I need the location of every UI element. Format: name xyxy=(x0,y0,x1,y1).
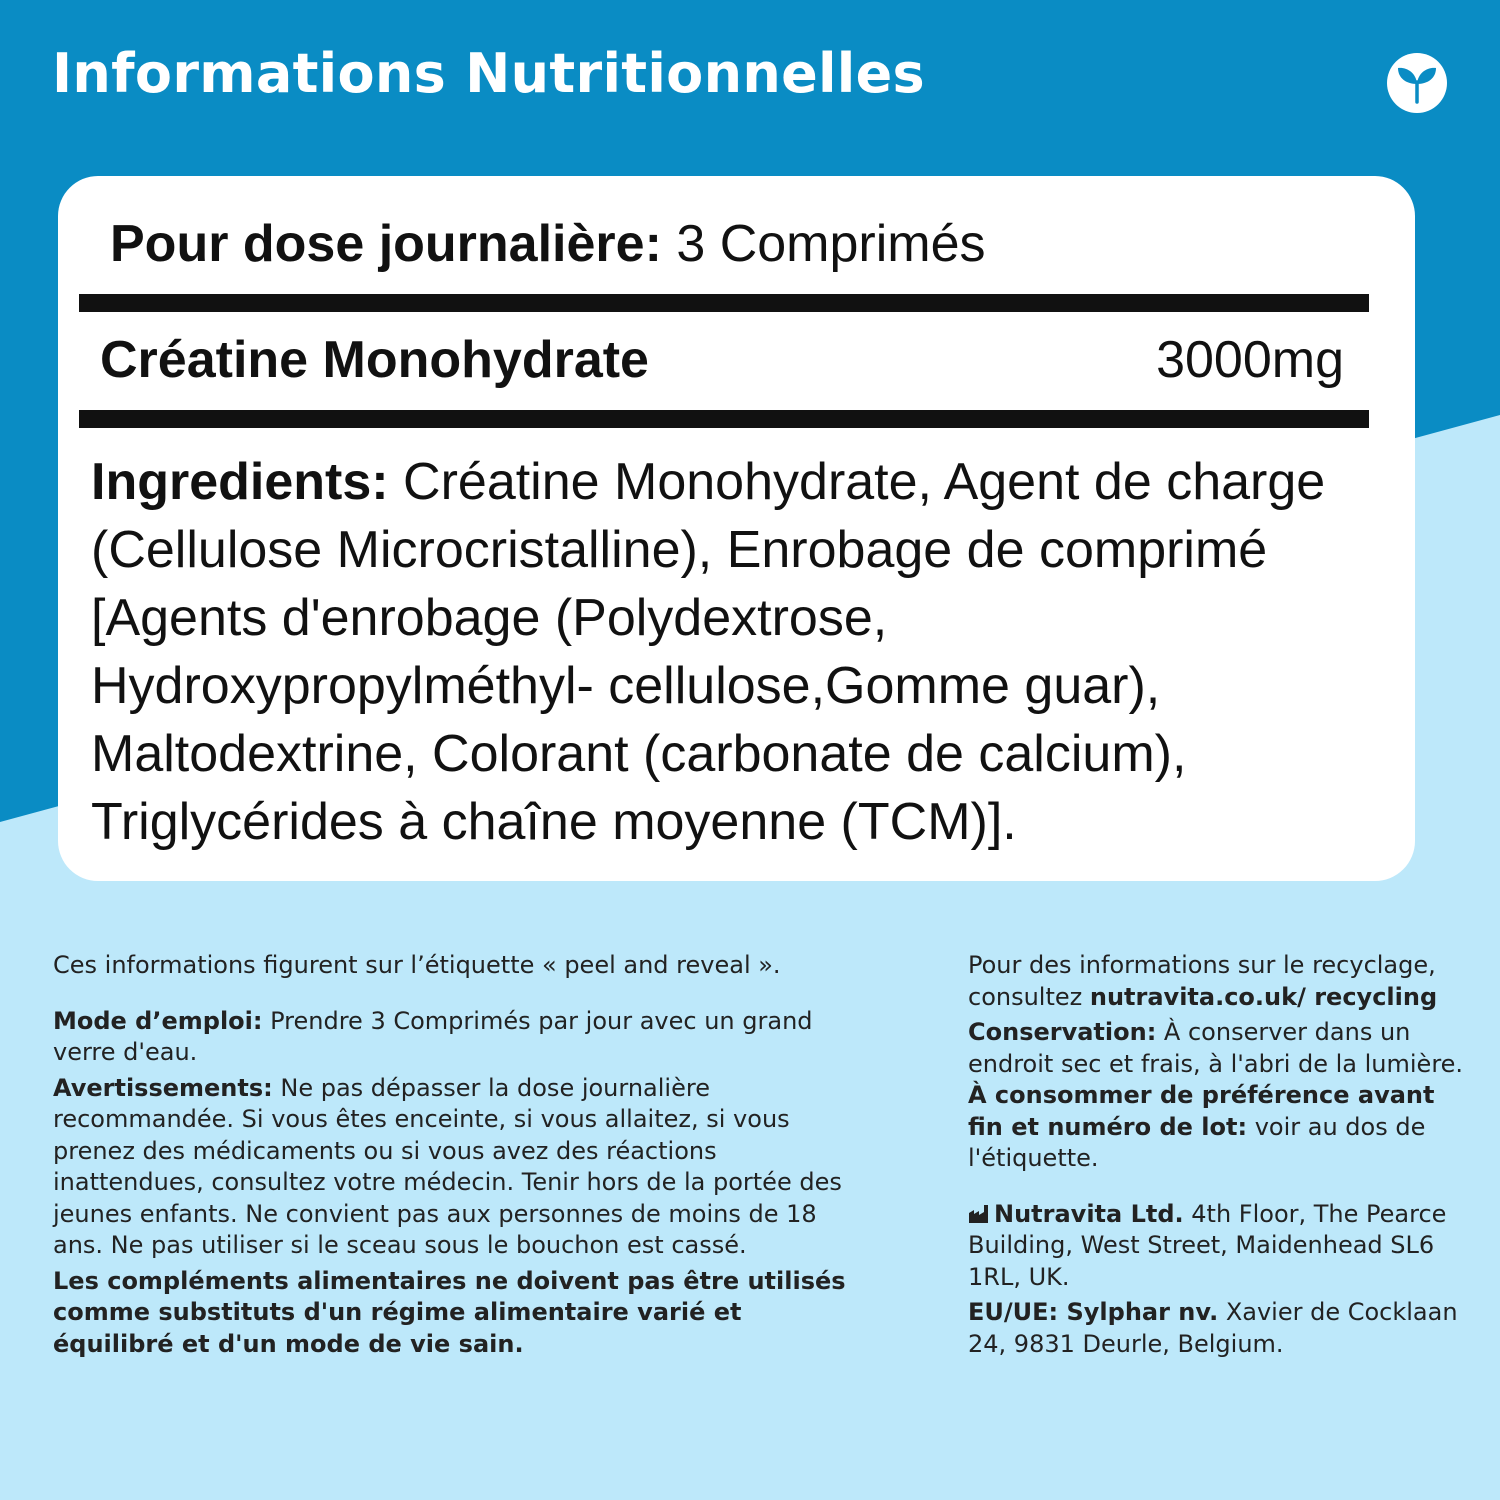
warnings-label: Avertissements: xyxy=(53,1073,273,1102)
divider-top xyxy=(79,294,1369,312)
manufacturer-paragraph xyxy=(968,1199,1468,1294)
nutrient-amount: 3000mg xyxy=(1156,331,1344,389)
ingredients-list: Créatine Monohydrate, Agent de charge (Cellulose Microcristalline), Enrobage de comprimé [Agents d'enrobage (Polydextrose, Hydroxypropylméthyl- cellulose,Gomme guar), Maltodextrine, Colorant (carbonate de calcium), Triglycérides à chaîne moyenne (TCM)]. xyxy=(91,453,1326,851)
manufacturer-address: 4th Floor, The Pearce Building, West Street, Maidenhead SL6 1RL, UK. xyxy=(968,1199,1447,1291)
nutrient-name: Créatine Monohydrate xyxy=(100,331,649,389)
storage-label: Conservation: xyxy=(968,1018,1157,1046)
nutrition-panel xyxy=(58,176,1415,881)
peel-note: Ces informations figurent sur l’étiquette « peel and reveal ». xyxy=(53,951,781,979)
recycling-link[interactable]: nutravita.co.uk/ recycling xyxy=(1089,982,1438,1011)
usage-text: Prendre 3 Comprimés par jour avec un grand verre d'eau. xyxy=(53,1006,813,1066)
eu-paragraph xyxy=(968,1297,1468,1360)
dose-line xyxy=(110,214,986,274)
usage-paragraph xyxy=(53,1006,853,1069)
leaf-icon xyxy=(1386,52,1448,114)
ingredients-text xyxy=(91,448,1366,856)
dose-label: Pour dose journalière: xyxy=(110,215,662,273)
nutrient-row xyxy=(100,328,1344,398)
right-info-column xyxy=(968,950,1468,1360)
supplement-notice: Les compléments alimentaires ne doivent pas être utilisés comme substituts d'un régime alimentaire varié et équilibré et d'un mode de vie sain. xyxy=(53,1266,846,1358)
bestbefore-label: À consommer de préférence avant fin et numéro de lot: xyxy=(968,1081,1435,1141)
bestbefore-text: voir au dos de l'étiquette. xyxy=(968,1112,1426,1172)
storage-text: À conserver dans un endroit sec et frais, à l'abri de la lumière. xyxy=(968,1018,1464,1078)
left-info-column xyxy=(53,950,853,1360)
dose-value: 3 Comprimés xyxy=(661,215,986,273)
recycling-paragraph xyxy=(968,950,1468,1013)
eu-label: EU/UE: Sylphar nv. xyxy=(968,1298,1219,1326)
warnings-paragraph xyxy=(53,1073,853,1262)
ingredients-label: Ingredients: xyxy=(91,453,389,511)
eu-address: Xavier de Cocklaan 24, 9831 Deurle, Belgium. xyxy=(968,1298,1458,1358)
divider-bottom xyxy=(79,410,1369,428)
usage-label: Mode d’emploi: xyxy=(53,1006,263,1035)
recycling-text: Pour des informations sur le recyclage, consultez xyxy=(968,951,1436,1011)
storage-paragraph xyxy=(968,1017,1468,1175)
page-title: Informations Nutritionnelles xyxy=(52,42,925,105)
factory-icon xyxy=(968,1204,990,1224)
manufacturer-name: Nutravita Ltd. xyxy=(994,1199,1184,1228)
warnings-text: Ne pas dépasser la dose journalière recommandée. Si vous êtes enceinte, si vous allaitez, si vous prenez des médicaments ou si vous avez des réactions inattendues, consultez votre médecin. Tenir hors de la portée des jeunes enfants. Ne convient pas aux personnes de moins de 18 ans. Ne pas utiliser si le sceau sous le bouchon est cassé. xyxy=(53,1073,842,1259)
